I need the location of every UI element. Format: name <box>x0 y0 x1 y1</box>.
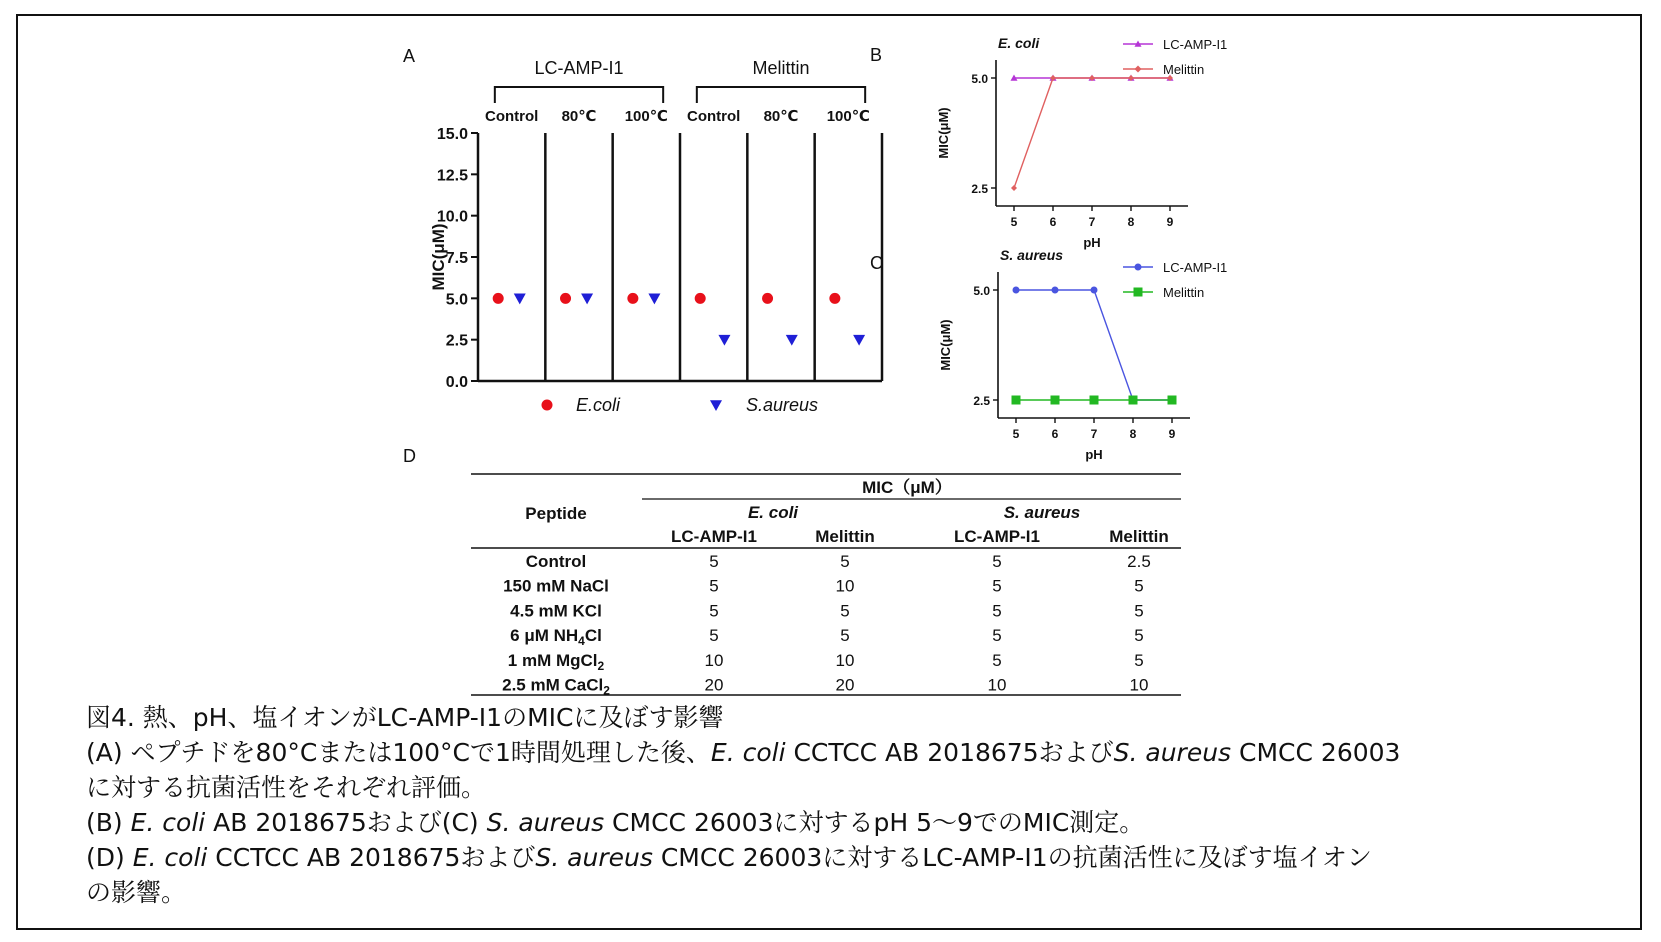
panel-c-x-tick-label: 6 <box>1051 427 1059 441</box>
table-cell: 5 <box>992 576 1002 596</box>
table-cell: 5 <box>1134 650 1144 670</box>
caption-text: (D) <box>86 843 133 872</box>
table-cell: 5 <box>1134 601 1144 621</box>
panel-a-saureus-point <box>581 294 593 305</box>
caption-text: AB 2018675および(C) <box>205 808 487 837</box>
panel-c-x-tick-label: 8 <box>1129 427 1137 441</box>
table-cell: 5 <box>992 601 1002 621</box>
caption-text: CCTCC AB 2018675および <box>785 738 1114 767</box>
panel-c-legend-marker <box>1134 288 1143 297</box>
panel-c-title: S. aureus <box>1000 247 1064 263</box>
table-row-label: 6 μM $NH_4Cl$ <box>510 626 602 649</box>
panel-a-y-tick-label: 12.5 <box>436 167 468 185</box>
table-cell: 2.5 <box>1127 552 1151 571</box>
panel-c-series-point <box>1052 287 1059 294</box>
panel-b-series-point <box>1011 185 1017 191</box>
panel-a-legend-saureus-marker <box>710 400 722 411</box>
caption-italic: S. aureus <box>535 843 653 872</box>
figure-caption <box>86 700 1626 910</box>
table-header-mic: MIC（μM） <box>862 478 952 497</box>
panel-b-x-tick-label: 9 <box>1166 215 1174 229</box>
panel-c-legend-marker <box>1135 264 1142 271</box>
panel-a-y-tick-label: 2.5 <box>445 332 468 350</box>
panel-b-y-tick-label: 2.5 <box>971 182 988 196</box>
panel-a-ecoli-point <box>829 293 840 304</box>
panel-c-series-point <box>1090 396 1099 405</box>
panel-c-series-point <box>1051 396 1060 405</box>
caption-italic: E. coli <box>710 738 786 767</box>
table-cell: 5 <box>709 576 719 596</box>
panel-a-ecoli-point <box>560 293 571 304</box>
panel-a-saureus-point <box>786 335 798 346</box>
caption-text: CMCC 26003に対するpH 5〜9でのMIC測定。 <box>604 808 1145 837</box>
caption-text: CMCC 26003 <box>1231 738 1401 767</box>
panel-label-a: A <box>403 46 416 66</box>
panel-a-category-label: 100℃ <box>624 108 668 125</box>
panel-a-category-label: 80℃ <box>763 108 799 125</box>
caption-text: CMCC 26003に対するLC-AMP-I1の抗菌活性に及ぼす塩イオン <box>652 843 1372 872</box>
panel-c-y-tick-label: 5.0 <box>973 284 990 298</box>
caption-italic: S. aureus <box>1113 738 1232 767</box>
panel-label-d: D <box>403 446 416 466</box>
table-cell: 5 <box>1134 576 1144 596</box>
table-cell: 20 <box>704 675 724 695</box>
panel-c-x-tick-label: 7 <box>1090 427 1098 441</box>
panel-label-b: B <box>870 45 883 65</box>
caption-italic: S. aureus <box>486 808 605 837</box>
table-cell: 5 <box>992 626 1002 646</box>
panel-a-ecoli-point <box>493 293 504 304</box>
panel-a-saureus-point <box>718 335 730 346</box>
panel-c-legend-label: LC-AMP-I1 <box>1163 260 1228 275</box>
table-header-organism: E. coli <box>747 503 799 522</box>
panel-a-group-label: LC-AMP-I1 <box>534 58 624 78</box>
panel-a-ecoli-point <box>627 293 638 304</box>
table-cell: 20 <box>835 675 855 695</box>
table-row-label: 1 mM MgCl$_2$ <box>507 650 605 673</box>
panel-a-group-label: Melittin <box>752 58 810 78</box>
table-cell: 10 <box>835 650 855 670</box>
table-column-header: LC-AMP-I1 <box>671 527 757 546</box>
table-cell: 5 <box>709 601 719 621</box>
caption-text: に対する抗菌活性をそれぞれ評価。 <box>86 773 487 802</box>
panel-c-legend-label: Melittin <box>1163 285 1205 300</box>
table-cell: 10 <box>987 675 1007 695</box>
panel-b-x-tick-label: 5 <box>1010 215 1018 229</box>
panel-b-series-line <box>1014 78 1170 188</box>
panel-b-x-tick-label: 7 <box>1088 215 1096 229</box>
panel-a-legend-ecoli-label: E.coli <box>576 395 621 415</box>
table-cell: 10 <box>835 576 855 596</box>
table-header-peptide: Peptide <box>525 504 587 523</box>
panel-a-ecoli-point <box>762 293 773 304</box>
caption-line-1 <box>86 700 1626 735</box>
table-column-header: Melittin <box>1109 527 1169 546</box>
panel-a-y-tick-label: 0.0 <box>445 374 468 391</box>
table-row-label: 2.5 mM CaCl$_2$ <box>502 675 610 698</box>
table-row-label: 150 mM NaCl <box>503 576 609 596</box>
table-cell: 5 <box>1134 626 1144 646</box>
caption-italic: E. coli <box>132 843 208 872</box>
table-cell: 5 <box>709 626 719 646</box>
panel-label-c: C <box>870 253 883 273</box>
panel-a-y-tick-label: 7.5 <box>445 250 468 267</box>
caption-text: (A) ペプチドを80°Cまたは100°Cで1時間処理した後、 <box>86 738 711 767</box>
panel-c-series-point <box>1012 396 1021 405</box>
panel-c-series-point <box>1129 396 1138 405</box>
panel-c-x-tick-label: 9 <box>1168 427 1176 441</box>
panel-c-series-point <box>1168 396 1177 405</box>
table-cell: 10 <box>1129 675 1149 695</box>
panel-b-y-label: MIC(μM) <box>936 107 951 159</box>
table-row-label: 4.5 mM KCl <box>510 601 602 621</box>
panel-b-legend-marker <box>1135 66 1142 73</box>
panel-a-group-bracket <box>495 87 663 103</box>
panel-a-saureus-point <box>648 294 660 305</box>
panel-b-legend-label: LC-AMP-I1 <box>1163 37 1228 52</box>
panel-a-saureus-point <box>853 335 865 346</box>
table-cell: 5 <box>840 601 850 621</box>
panel-a-y-tick-label: 10.0 <box>436 208 468 226</box>
caption-line-6 <box>86 875 1626 910</box>
table-header-organism: S. aureus <box>1003 503 1081 522</box>
caption-text: の影響。 <box>86 878 187 907</box>
panel-b-x-tick-label: 8 <box>1127 215 1135 229</box>
panel-b-x-tick-label: 6 <box>1049 215 1057 229</box>
panel-b-title: E. coli <box>998 35 1040 51</box>
table-cell: 5 <box>992 552 1002 571</box>
table-cell: 10 <box>704 650 724 670</box>
table-row-label: Control <box>525 552 587 571</box>
caption-text: (B) <box>86 808 131 837</box>
panel-a-saureus-point <box>514 294 526 305</box>
caption-line-3 <box>86 770 1626 805</box>
table-cell: 5 <box>709 552 719 571</box>
panel-a-legend-ecoli-marker <box>542 400 553 411</box>
panel-c-y-label: MIC(μM) <box>938 319 953 371</box>
panel-b-x-label: pH <box>1083 235 1101 250</box>
panel-a-category-label: 80℃ <box>561 108 597 125</box>
panel-a-y-tick-label: 5.0 <box>445 291 468 309</box>
panel-a-ecoli-point <box>695 293 706 304</box>
panel-a-group-bracket <box>697 87 865 103</box>
panel-c-y-tick-label: 2.5 <box>973 394 990 408</box>
panel-b-legend-label: Melittin <box>1163 62 1205 77</box>
caption-text: 図4. 熱、pH、塩イオンがLC-AMP-I1のMICに及ぼす影響 <box>86 703 724 732</box>
caption-line-2 <box>86 735 1626 770</box>
panel-a-category-label: 100℃ <box>826 108 870 125</box>
caption-line-4 <box>86 805 1626 840</box>
panel-a-y-label: MIC(μM) <box>429 223 448 291</box>
caption-italic: E. coli <box>130 808 206 837</box>
table-cell: 5 <box>840 626 850 646</box>
panel-b-y-tick-label: 5.0 <box>971 72 988 86</box>
panel-a-y-tick-label: 15.0 <box>436 126 468 143</box>
table-column-header: Melittin <box>815 527 875 546</box>
caption-text: CCTCC AB 2018675および <box>207 843 536 872</box>
panel-c-series-point <box>1091 287 1098 294</box>
panel-a-legend-saureus-label: S.aureus <box>746 395 819 415</box>
panel-c-x-tick-label: 5 <box>1012 427 1020 441</box>
panel-c-series-point <box>1013 287 1020 294</box>
panel-a-category-label: Control <box>485 108 539 125</box>
caption-line-5 <box>86 840 1626 875</box>
table-cell: 5 <box>840 552 850 571</box>
panel-c-series-line <box>1016 290 1172 400</box>
panel-a-category-label: Control <box>687 108 741 125</box>
table-column-header: LC-AMP-I1 <box>954 527 1040 546</box>
panel-c-x-label: pH <box>1085 447 1103 462</box>
table-cell: 5 <box>992 650 1002 670</box>
